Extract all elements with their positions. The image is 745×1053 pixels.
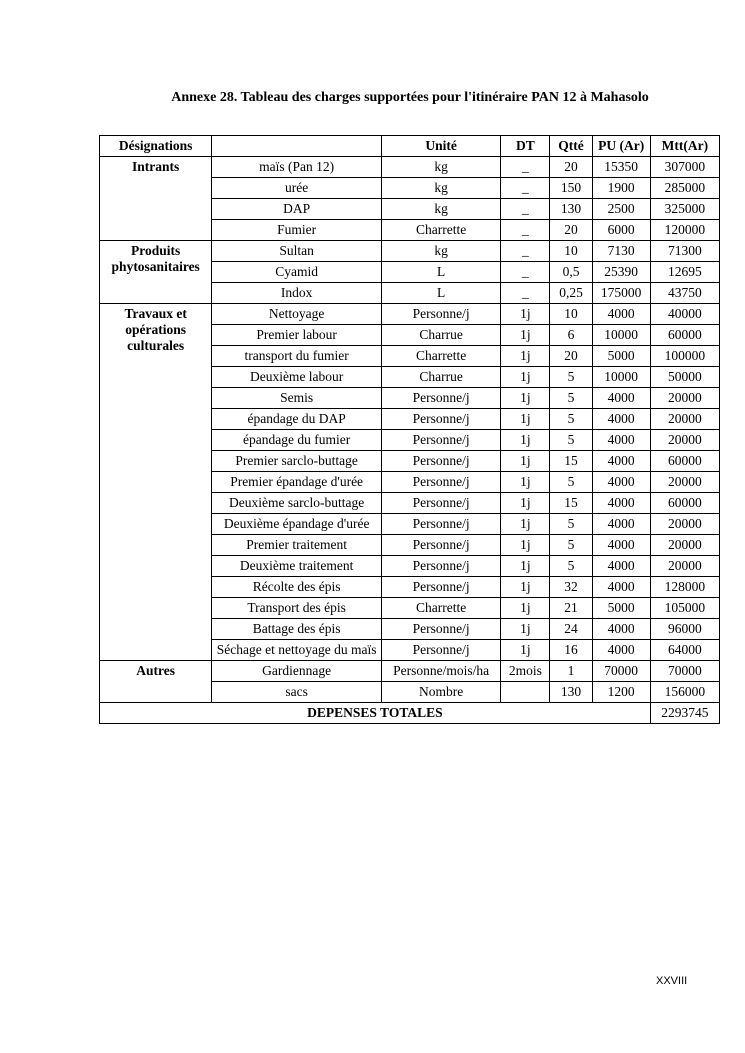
cell-dt: 1j [501, 388, 550, 409]
cell-mtt: 12695 [650, 262, 719, 283]
cell-pu: 15350 [592, 157, 650, 178]
cell-item: sacs [212, 682, 382, 703]
cell-pu: 10000 [592, 325, 650, 346]
cell-item: DAP [212, 199, 382, 220]
cell-qtte: 5 [550, 367, 592, 388]
cell-unite: Personne/j [381, 472, 500, 493]
cell-pu: 4000 [592, 472, 650, 493]
cell-dt: _ [501, 283, 550, 304]
cell-item: Indox [212, 283, 382, 304]
cell-pu: 4000 [592, 451, 650, 472]
cell-unite: kg [381, 241, 500, 262]
cell-unite: Personne/j [381, 577, 500, 598]
cell-pu: 4000 [592, 640, 650, 661]
cell-dt: 1j [501, 493, 550, 514]
page-number: XXVIII [656, 975, 688, 987]
cell-item: Semis [212, 388, 382, 409]
cell-pu: 1900 [592, 178, 650, 199]
table-row [100, 157, 720, 178]
cell-pu: 4000 [592, 388, 650, 409]
cell-mtt: 20000 [650, 430, 719, 451]
cell-dt: _ [501, 262, 550, 283]
header-row [100, 136, 720, 157]
cell-pu: 175000 [592, 283, 650, 304]
cell-pu: 7130 [592, 241, 650, 262]
cell-dt: _ [501, 178, 550, 199]
header-dt: DT [501, 136, 550, 157]
cell-pu: 25390 [592, 262, 650, 283]
cell-mtt: 71300 [650, 241, 719, 262]
cell-item: épandage du DAP [212, 409, 382, 430]
cell-dt: 1j [501, 619, 550, 640]
cell-dt: _ [501, 241, 550, 262]
cell-pu: 5000 [592, 598, 650, 619]
cell-pu: 4000 [592, 619, 650, 640]
cell-dt: 1j [501, 598, 550, 619]
cell-qtte: 6 [550, 325, 592, 346]
cell-mtt: 100000 [650, 346, 719, 367]
cell-dt: 2mois [501, 661, 550, 682]
header-mtt: Mtt(Ar) [650, 136, 719, 157]
cell-dt: _ [501, 220, 550, 241]
cell-dt: 1j [501, 409, 550, 430]
cell-mtt: 105000 [650, 598, 719, 619]
cell-qtte: 5 [550, 472, 592, 493]
cell-dt: 1j [501, 346, 550, 367]
cell-dt: 1j [501, 514, 550, 535]
cell-qtte: 15 [550, 493, 592, 514]
cell-mtt: 70000 [650, 661, 719, 682]
cell-dt: 1j [501, 325, 550, 346]
cell-pu: 4000 [592, 577, 650, 598]
cell-pu: 4000 [592, 409, 650, 430]
cell-qtte: 5 [550, 514, 592, 535]
cell-qtte: 10 [550, 241, 592, 262]
cell-unite: Personne/j [381, 304, 500, 325]
cell-qtte: 10 [550, 304, 592, 325]
cell-mtt: 50000 [650, 367, 719, 388]
cell-pu: 4000 [592, 556, 650, 577]
total-value: 2293745 [650, 703, 719, 724]
table-row [100, 241, 720, 262]
cell-dt: 1j [501, 556, 550, 577]
cell-item: Premier traitement [212, 535, 382, 556]
cell-qtte: 5 [550, 430, 592, 451]
cell-unite: L [381, 283, 500, 304]
cell-unite: Charrette [381, 220, 500, 241]
cell-pu: 4000 [592, 430, 650, 451]
cell-dt: 1j [501, 640, 550, 661]
cell-mtt: 60000 [650, 493, 719, 514]
cell-qtte: 16 [550, 640, 592, 661]
header-item [212, 136, 382, 157]
cell-item: Sultan [212, 241, 382, 262]
table-row [100, 661, 720, 682]
cell-item: Premier épandage d'urée [212, 472, 382, 493]
cell-pu: 4000 [592, 493, 650, 514]
cell-qtte: 32 [550, 577, 592, 598]
cell-qtte: 24 [550, 619, 592, 640]
cell-mtt: 20000 [650, 409, 719, 430]
cell-item: Battage des épis [212, 619, 382, 640]
cell-item: Deuxième sarclo-buttage [212, 493, 382, 514]
cell-item: Récolte des épis [212, 577, 382, 598]
cell-mtt: 285000 [650, 178, 719, 199]
cell-mtt: 96000 [650, 619, 719, 640]
cell-dt: 1j [501, 577, 550, 598]
cell-unite: Personne/j [381, 493, 500, 514]
cell-dt: 1j [501, 367, 550, 388]
table-body [100, 157, 720, 703]
cell-item: Premier labour [212, 325, 382, 346]
cell-pu: 1200 [592, 682, 650, 703]
cell-item: maïs (Pan 12) [212, 157, 382, 178]
cell-unite: Nombre [381, 682, 500, 703]
cell-mtt: 20000 [650, 556, 719, 577]
group-label: Produits phytosanitaires [100, 241, 212, 304]
cell-qtte: 1 [550, 661, 592, 682]
cell-qtte: 5 [550, 388, 592, 409]
cell-item: Deuxième épandage d'urée [212, 514, 382, 535]
cell-pu: 4000 [592, 304, 650, 325]
cell-mtt: 40000 [650, 304, 719, 325]
cell-mtt: 60000 [650, 451, 719, 472]
cell-unite: Personne/mois/ha [381, 661, 500, 682]
group-label: Travaux et opérations culturales [100, 304, 212, 661]
cell-dt: 1j [501, 304, 550, 325]
cell-item: urée [212, 178, 382, 199]
cell-dt: 1j [501, 430, 550, 451]
cell-unite: Personne/j [381, 535, 500, 556]
cell-unite: kg [381, 157, 500, 178]
cell-dt: _ [501, 199, 550, 220]
header-designations: Désignations [100, 136, 212, 157]
cell-dt [501, 682, 550, 703]
cell-item: Fumier [212, 220, 382, 241]
cell-unite: Personne/j [381, 514, 500, 535]
header-qtte: Qtté [550, 136, 592, 157]
page-title: Annexe 28. Tableau des charges supportées pour l'itinéraire PAN 12 à Mahasolo [171, 90, 649, 105]
cell-item: Premier sarclo-buttage [212, 451, 382, 472]
cell-unite: Personne/j [381, 619, 500, 640]
cell-qtte: 5 [550, 409, 592, 430]
total-row [100, 703, 720, 724]
cell-qtte: 130 [550, 682, 592, 703]
cell-item: Cyamid [212, 262, 382, 283]
cell-unite: kg [381, 178, 500, 199]
cell-pu: 4000 [592, 535, 650, 556]
cell-unite: Personne/j [381, 556, 500, 577]
header-unite: Unité [381, 136, 500, 157]
cell-mtt: 307000 [650, 157, 719, 178]
cell-qtte: 0,25 [550, 283, 592, 304]
cell-item: Gardiennage [212, 661, 382, 682]
cell-qtte: 20 [550, 220, 592, 241]
cell-mtt: 64000 [650, 640, 719, 661]
cell-dt: 1j [501, 451, 550, 472]
cell-qtte: 20 [550, 346, 592, 367]
cell-unite: Personne/j [381, 388, 500, 409]
cell-pu: 6000 [592, 220, 650, 241]
cell-mtt: 325000 [650, 199, 719, 220]
table-row [100, 304, 720, 325]
cell-unite: Personne/j [381, 640, 500, 661]
cell-dt: 1j [501, 535, 550, 556]
charges-table [99, 135, 720, 724]
cell-unite: Personne/j [381, 409, 500, 430]
cell-unite: Charrue [381, 367, 500, 388]
cell-item: Transport des épis [212, 598, 382, 619]
cell-mtt: 60000 [650, 325, 719, 346]
header-pu: PU (Ar) [592, 136, 650, 157]
cell-qtte: 20 [550, 157, 592, 178]
cell-pu: 2500 [592, 199, 650, 220]
cell-unite: Personne/j [381, 430, 500, 451]
cell-mtt: 156000 [650, 682, 719, 703]
cell-qtte: 15 [550, 451, 592, 472]
cell-qtte: 130 [550, 199, 592, 220]
cell-unite: Charrette [381, 346, 500, 367]
cell-mtt: 43750 [650, 283, 719, 304]
cell-item: Deuxième labour [212, 367, 382, 388]
cell-pu: 5000 [592, 346, 650, 367]
cell-qtte: 0,5 [550, 262, 592, 283]
cell-unite: Charrue [381, 325, 500, 346]
cell-qtte: 150 [550, 178, 592, 199]
cell-qtte: 5 [550, 535, 592, 556]
cell-item: transport du fumier [212, 346, 382, 367]
cell-pu: 10000 [592, 367, 650, 388]
cell-item: Séchage et nettoyage du maïs [212, 640, 382, 661]
cell-mtt: 20000 [650, 514, 719, 535]
cell-qtte: 21 [550, 598, 592, 619]
cell-qtte: 5 [550, 556, 592, 577]
cell-mtt: 20000 [650, 472, 719, 493]
cell-mtt: 120000 [650, 220, 719, 241]
cell-unite: Personne/j [381, 451, 500, 472]
cell-pu: 4000 [592, 514, 650, 535]
cell-dt: _ [501, 157, 550, 178]
cell-unite: Charrette [381, 598, 500, 619]
cell-mtt: 128000 [650, 577, 719, 598]
cell-unite: L [381, 262, 500, 283]
total-label: DEPENSES TOTALES [100, 703, 651, 724]
cell-unite: kg [381, 199, 500, 220]
group-label: Intrants [100, 157, 212, 241]
cell-item: épandage du fumier [212, 430, 382, 451]
cell-dt: 1j [501, 472, 550, 493]
cell-pu: 70000 [592, 661, 650, 682]
cell-item: Nettoyage [212, 304, 382, 325]
cell-mtt: 20000 [650, 535, 719, 556]
cell-mtt: 20000 [650, 388, 719, 409]
group-label: Autres [100, 661, 212, 703]
cell-item: Deuxième traitement [212, 556, 382, 577]
